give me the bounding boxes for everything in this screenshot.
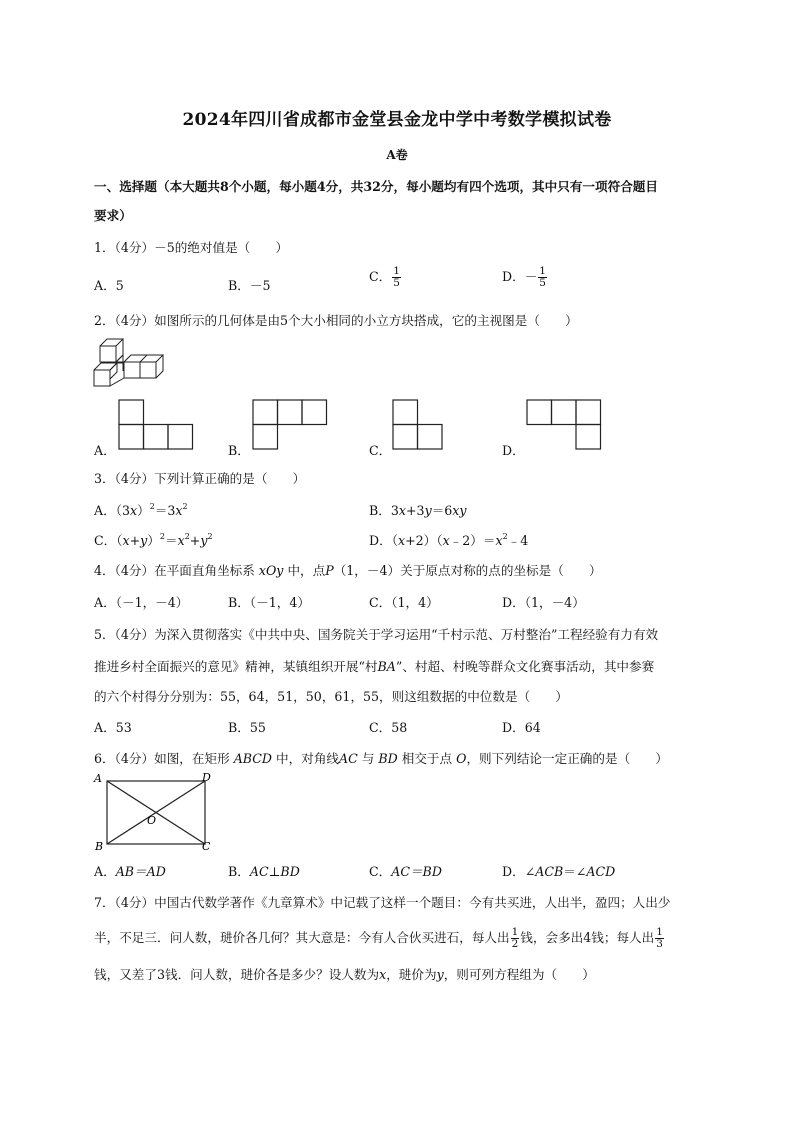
text: B．3	[369, 503, 399, 518]
q3-stem: 3．（4分）下列计算正确的是（ ）	[94, 471, 306, 486]
text: C．	[369, 864, 392, 879]
var: xOy	[258, 563, 284, 578]
q7-fraction-half	[511, 927, 520, 950]
q1-option-d-prefix: D．－	[502, 269, 538, 284]
q5-line2	[94, 656, 654, 675]
fraction-numerator: 1	[511, 926, 519, 938]
q1-option-d	[502, 266, 548, 289]
q4-option-b: B．（－1，4）	[228, 595, 310, 610]
q1-option-c	[369, 266, 402, 289]
var: x+y	[122, 533, 148, 548]
text: C．（	[94, 533, 123, 548]
text: ）	[137, 503, 150, 518]
text: 与	[361, 751, 375, 766]
text: ＝3	[154, 503, 176, 518]
q2-option-d-label: D．	[502, 443, 525, 458]
text: ＝6	[431, 503, 453, 518]
exponent: 2	[182, 502, 188, 511]
text: ，则下列结论一定正确的是（ ）	[466, 751, 668, 766]
text: ﹣4	[507, 533, 529, 548]
var: AC	[339, 751, 358, 766]
text: A．（3	[94, 503, 130, 518]
vertex-label-c: C	[202, 840, 211, 853]
text: ，则可列方程组为（ ）	[443, 967, 595, 982]
q1-option-b: B．－5	[228, 278, 271, 293]
exponent: 2	[502, 532, 508, 541]
var: O	[456, 751, 467, 766]
q7-line1: 7．（4分）中国古代数学著作《九章算术》中记载了这样一个题目：今有共买进，人出半，盈四；人出少	[94, 895, 671, 910]
q3-option-c	[94, 530, 213, 549]
expr: ACB	[535, 864, 564, 879]
part1-heading-line1: 一、选择题（本大题共8个小题，每小题4分，共32分，每小题均有四个选项，其中只有一项符合题目	[94, 179, 658, 194]
q5-option-d: D．64	[502, 720, 541, 735]
var: xy	[452, 503, 467, 518]
text: 中，对角线	[276, 751, 339, 766]
center-label-o: O	[147, 814, 157, 827]
var: ABCD	[233, 751, 273, 766]
text: 相交于点	[401, 751, 453, 766]
text: 推进乡村全面振兴的意见》精神，某镇组织开展“村	[94, 659, 378, 674]
text: +	[189, 533, 201, 548]
q1-option-a: A．5	[94, 278, 124, 293]
text: ＝	[165, 533, 178, 548]
q2-option-a-label: A．	[94, 443, 116, 458]
text: 中，点	[287, 563, 326, 578]
text: +3	[405, 503, 425, 518]
q5-option-c: C．58	[369, 720, 408, 735]
q2-option-b-label: B．	[228, 443, 250, 458]
expr: AC＝BD	[391, 864, 442, 879]
q7-line2	[94, 927, 665, 950]
exponent: 2	[149, 502, 155, 511]
q6-rectangle-figure	[92, 770, 222, 856]
var: x	[175, 503, 183, 518]
text: ”、村超、村晚等群众文化赛事活动，其中参赛	[395, 659, 655, 674]
vertex-label-d: D	[202, 771, 211, 784]
exponent: 2	[184, 532, 190, 541]
var: x	[177, 533, 185, 548]
fraction-numerator: 1	[539, 265, 546, 277]
text: 4．（4分）在平面直角坐标系	[94, 563, 255, 578]
fraction-numerator: 1	[656, 926, 663, 938]
q6-option-b	[228, 861, 300, 880]
q3-option-d	[369, 530, 528, 549]
fraction-denominator: 5	[393, 277, 400, 289]
q2-option-c-label: C．	[369, 443, 392, 458]
var: P	[325, 563, 334, 578]
q5-line1: 5．（4分）为深入贯彻落实《中共中央、国务院关于学习运用“千村示范、万村整治”工程经验有力有效	[94, 627, 659, 642]
q1-stem: 1．（4分）－5的绝对值是（ ）	[94, 240, 289, 255]
q2-cube-figure	[90, 332, 180, 396]
text: D．∠	[502, 864, 536, 879]
text: ，琎价为	[386, 967, 437, 982]
fraction-denominator: 3	[656, 938, 663, 950]
var: y	[424, 503, 432, 518]
fraction-denominator: 2	[511, 938, 519, 950]
text: （1，－4）关于原点对称的点的坐标是（ ）	[333, 563, 602, 578]
expr: AC⊥BD	[249, 864, 300, 879]
q6-stem	[94, 748, 668, 767]
section-label: A卷	[386, 148, 408, 162]
var: BD	[378, 751, 398, 766]
text: ﹣2）＝	[449, 533, 496, 548]
text: 半，不足三．问人数，琎价各几何？其大意是：今有人合伙买进石，每人出	[94, 930, 510, 945]
q7-line3	[94, 964, 595, 983]
var: x	[130, 503, 138, 518]
fraction-numerator: 1	[393, 265, 400, 277]
var: x	[398, 503, 406, 518]
page-title: 2024年四川省成都市金堂县金龙中学中考数学模拟试卷	[182, 110, 612, 130]
var: BA	[377, 659, 396, 674]
text: +2）（	[405, 533, 443, 548]
q1-option-c-prefix: C．	[369, 269, 392, 284]
cube-face	[100, 346, 116, 362]
text: 6．（4分）如图，在矩形	[94, 751, 230, 766]
q1-option-d-fraction	[538, 266, 547, 289]
text: A．	[94, 864, 116, 879]
fraction-denominator: 5	[539, 277, 546, 289]
text: D．（	[369, 533, 398, 548]
var: x	[442, 533, 450, 548]
q2-option-b-figure	[252, 399, 328, 451]
q3-option-b	[369, 500, 467, 519]
part1-heading-line2: 要求）	[94, 208, 132, 223]
exponent: 2	[207, 532, 213, 541]
q3-option-a	[94, 500, 188, 519]
q5-line3: 的六个村得分分别为：55，64，51，50，61，55，则这组数据的中位数是（ ）	[94, 689, 568, 704]
q2-option-a-figure	[118, 399, 194, 451]
q2-option-c-figure	[392, 399, 444, 451]
q7-fraction-third	[655, 927, 664, 950]
text: ）	[147, 533, 160, 548]
expr: AB＝AD	[115, 864, 166, 879]
q2-stem: 2．（4分）如图所示的几何体是由5个大小相同的小立方块搭成，它的主视图是（ ）	[94, 313, 578, 328]
q6-option-c	[369, 861, 442, 880]
q4-option-d: D．（1，－4）	[502, 595, 585, 610]
exponent: 2	[159, 532, 165, 541]
var: x	[398, 533, 406, 548]
q4-stem	[94, 560, 602, 579]
q5-option-b: B．55	[228, 720, 266, 735]
q6-option-d	[502, 861, 615, 880]
var: y	[436, 967, 444, 982]
q4-option-a: A．（－1，－4）	[94, 595, 189, 610]
text: 钱，会多出4钱；每人出	[520, 930, 655, 945]
var: x	[495, 533, 503, 548]
text: 钱，又差了3钱．问人数，琎价各是多少？设人数为	[94, 967, 380, 982]
q5-option-a: A．53	[94, 720, 132, 735]
text: B．	[228, 864, 250, 879]
vertex-label-a: A	[94, 772, 102, 785]
text: ＝∠	[563, 864, 587, 879]
q1-option-c-fraction	[392, 266, 401, 289]
expr: ACD	[586, 864, 616, 879]
q6-option-a	[94, 861, 166, 880]
var: x	[379, 967, 387, 982]
vertex-label-b: B	[95, 840, 104, 853]
var: y	[200, 533, 208, 548]
q2-option-d-figure	[526, 399, 602, 451]
q4-option-c: C．（1，4）	[369, 595, 439, 610]
